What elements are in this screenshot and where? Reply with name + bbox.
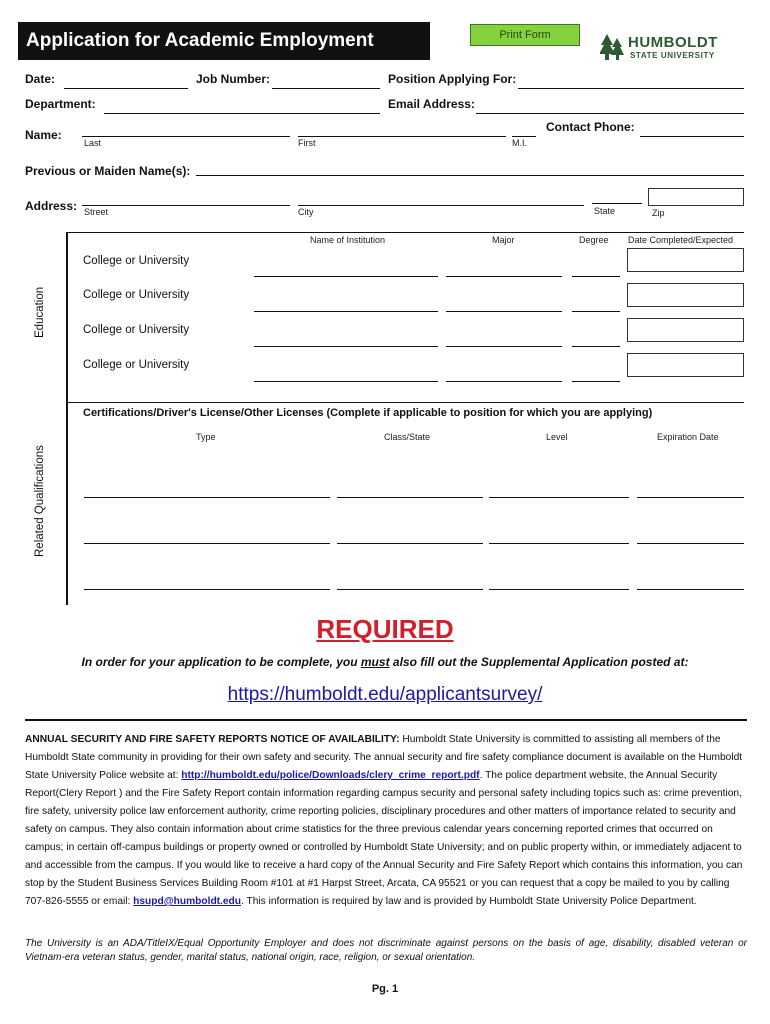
education-top-rule [66, 232, 744, 233]
major-field-3[interactable] [446, 346, 562, 347]
education-divider [66, 232, 68, 402]
header-degree: Degree [579, 235, 609, 245]
major-field-1[interactable] [446, 276, 562, 277]
major-field-4[interactable] [446, 381, 562, 382]
required-note [0, 655, 770, 669]
level-field-2[interactable] [489, 543, 629, 544]
notice-heading: ANNUAL SECURITY AND FIRE SAFETY REPORTS NOTICE OF AVAILABILITY: [25, 734, 400, 745]
header-major: Major [492, 235, 515, 245]
notice-text-3: . This information is required by law and is provided by Humboldt State University Police Department. [241, 896, 697, 907]
expiration-field-3[interactable] [637, 589, 744, 590]
institution-field-3[interactable] [254, 346, 438, 347]
first-sublabel: First [298, 138, 316, 148]
type-field-3[interactable] [84, 589, 330, 590]
first-name-field[interactable] [298, 136, 506, 137]
name-label: Name: [25, 128, 62, 142]
position-field[interactable] [518, 88, 744, 89]
notice-text-1: Humboldt State University is committed to assisting all members of the Humboldt State community in providing for their own safety and security. The annual security and fire safety compliance document is available on the Humboldt State University Police website at: [25, 734, 743, 781]
street-field[interactable] [82, 205, 290, 206]
level-field-3[interactable] [489, 589, 629, 590]
date-field[interactable] [64, 88, 188, 89]
notice-top-rule [25, 719, 747, 721]
header-class-state: Class/State [384, 432, 431, 442]
email-label: Email Address: [388, 97, 475, 111]
date-completed-field-4[interactable] [627, 353, 744, 377]
education-section-label: Education [34, 286, 46, 338]
class-state-field-3[interactable] [337, 589, 483, 590]
eeo-statement: The University is an ADA/TitleIX/Equal Opportunity Employer and does not discriminate against persons on the basis of age, disability, disabled veteran or Vietnam-era veteran status, gender, marital status, national origin, race, religion, or sexual orientation. [25, 938, 747, 963]
last-sublabel: Last [84, 138, 102, 148]
institution-field-4[interactable] [254, 381, 438, 382]
department-field[interactable] [104, 113, 380, 114]
zip-sublabel: Zip [652, 208, 665, 218]
print-form-button[interactable]: Print Form [470, 24, 580, 46]
contact-phone-label: Contact Phone: [546, 120, 635, 134]
required-note-post: also fill out the Supplemental Application posted at: [389, 655, 689, 669]
qualifications-heading: Certifications/Driver's License/Other Licenses (Complete if applicable to position for which you are applying) [83, 407, 653, 419]
email-field[interactable] [476, 113, 744, 114]
position-label: Position Applying For: [388, 72, 517, 86]
college-row-2-label: College or University [83, 289, 190, 301]
applicant-survey-link[interactable]: https://humboldt.edu/applicantsurvey/ [227, 684, 543, 705]
last-name-field[interactable] [82, 136, 290, 137]
notice-text-2: . The police department website, the Annual Security Report(Clery Report ) and the Fire Safety Report contain information regarding campus security and personal safety including topics such as: crime prevention, fire safety, university police law enforcement authority, crime reporting policies, disciplinary procedures and other matters of importance related to security and safety on campus. They also contain information about crime statistics for the three previous calendar years concerning reported crimes that occurred on campus; in certain off-campus buildings or property owned or controlled by Humboldt State University; and on public property within, or immediately adjacent to and accessible from the campus. If you would like to receive a hard copy of the Annual Security and Fire Safety Report which contains this information, you can stop by the Student Business Services Building Room #101 at #1 Harpst Street, Arcata, CA 95521 or you can request that a copy be mailed to you by calling 707-826-5555 or email: [25, 770, 743, 907]
header-date-completed: Date Completed/Expected [628, 235, 734, 245]
institution-field-1[interactable] [254, 276, 438, 277]
city-sublabel: City [298, 207, 314, 217]
humboldt-logo [600, 30, 750, 66]
hsupd-email-link[interactable]: hsupd@humboldt.edu [133, 896, 242, 907]
qualifications-divider [66, 402, 68, 605]
qualifications-section-label: Related Qualifications [34, 445, 46, 557]
level-field-1[interactable] [489, 497, 629, 498]
expiration-field-1[interactable] [637, 497, 744, 498]
zip-field[interactable] [648, 188, 744, 206]
qualifications-top-rule [66, 402, 744, 403]
date-completed-field-1[interactable] [627, 248, 744, 272]
type-field-2[interactable] [84, 543, 330, 544]
expiration-field-2[interactable] [637, 543, 744, 544]
class-state-field-1[interactable] [337, 497, 483, 498]
college-row-4-label: College or University [83, 359, 190, 371]
logo-title: HUMBOLDT [628, 34, 718, 51]
header-institution: Name of Institution [310, 235, 386, 245]
college-row-3-label: College or University [83, 324, 190, 336]
class-state-field-2[interactable] [337, 543, 483, 544]
mi-sublabel: M.I. [512, 138, 527, 148]
mi-field[interactable] [512, 136, 536, 137]
security-notice [25, 731, 747, 911]
department-label: Department: [25, 97, 96, 111]
job-number-label: Job Number: [196, 72, 271, 86]
required-note-pre: In order for your application to be complete, you [81, 655, 361, 669]
header-type: Type [196, 432, 216, 442]
header-expiration-date: Expiration Date [657, 432, 719, 442]
date-label: Date: [25, 72, 56, 86]
previous-names-label: Previous or Maiden Name(s): [25, 164, 191, 178]
state-sublabel: State [594, 206, 616, 216]
page-title: Application for Academic Employment [18, 22, 430, 60]
institution-field-2[interactable] [254, 311, 438, 312]
state-field[interactable] [592, 203, 642, 204]
tree-icon [600, 32, 624, 62]
college-row-1-label: College or University [83, 255, 190, 267]
contact-phone-field[interactable] [640, 136, 744, 137]
job-number-field[interactable] [272, 88, 380, 89]
required-title: REQUIRED [316, 614, 454, 644]
degree-field-2[interactable] [572, 311, 620, 312]
date-completed-field-2[interactable] [627, 283, 744, 307]
logo-subtitle: STATE UNIVERSITY [630, 51, 715, 60]
degree-field-3[interactable] [572, 346, 620, 347]
address-label: Address: [25, 199, 78, 213]
header-level: Level [546, 432, 568, 442]
degree-field-1[interactable] [572, 276, 620, 277]
major-field-2[interactable] [446, 311, 562, 312]
degree-field-4[interactable] [572, 381, 620, 382]
type-field-1[interactable] [84, 497, 330, 498]
page-number: Pg. 1 [371, 983, 399, 995]
clery-report-link[interactable]: http://humboldt.edu/police/Downloads/clery_crime_report.pdf [181, 770, 480, 781]
city-field[interactable] [298, 205, 584, 206]
previous-names-field[interactable] [196, 175, 744, 176]
street-sublabel: Street [84, 207, 109, 217]
required-note-must: must [360, 655, 390, 669]
date-completed-field-3[interactable] [627, 318, 744, 342]
